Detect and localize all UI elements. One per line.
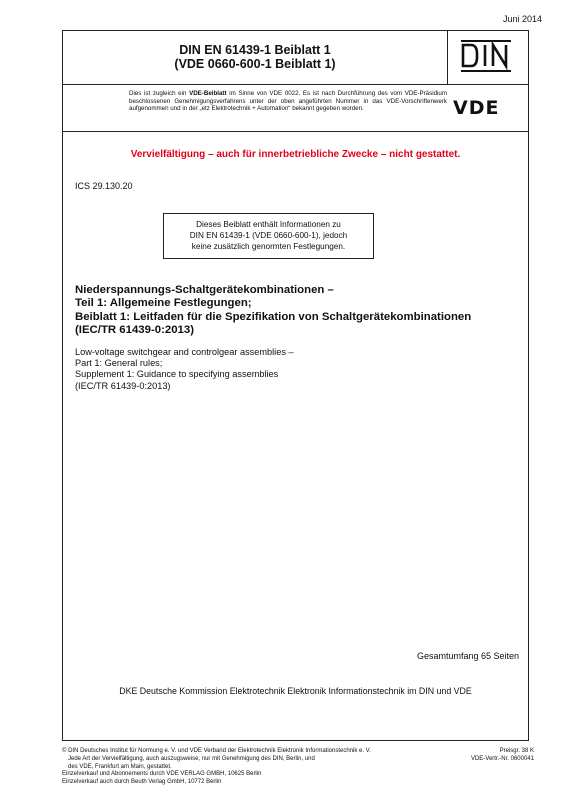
reproduction-notice: Vervielfältigung – auch für innerbetriebliche Zwecke – nicht gestattet. [130,149,461,160]
copyright-line: © DIN Deutsches Institut für Normung e. V. und VDE Verband der Elektrotechnik Elektronik Informationstechnik e. V. [62,748,371,754]
copyright-footer [62,748,392,787]
copyright-line: Einzelverkauf auch durch Beuth Verlag GmbH, 10772 Berlin [62,779,222,786]
header-title-row [63,31,528,85]
vde-notice-text [129,90,447,113]
english-title [75,347,525,392]
english-title-line: Part 1: General rules; [75,358,163,369]
vde-notice-row [63,85,528,132]
din-logo-box [449,31,528,84]
german-title-line: Teil 1: Allgemeine Festlegungen; [75,297,252,310]
english-title-line: Supplement 1: Guidance to specifying assemblies [75,369,279,380]
english-title-line: (IEC/TR 61439-0:2013) [75,380,171,391]
copyright-line: des VDE, Frankfurt am Main, gestattet. [68,763,172,770]
copyright-line: Jede Art der Vervielfältigung, auch auszugsweise, nur mit Genehmigung des DIN, Berlin, und [68,755,315,762]
standard-number: DIN EN 61439-1 Beiblatt 1 [179,43,331,57]
vde-notice-rest: im Sinne von VDE 0022. Es ist nach Durchführung des vom VDE-Präsidium beschlossenen Genehmigungsverfahrens unter der oben angeführten Nummer in das VDE-Vorschriftenwerk aufgenommen und in der „etz Elektrotechnik + Automation“ bekannt gegeben worden. [129,90,447,113]
german-title [75,284,525,338]
info-box-line: keine zusätzlich genormten Festlegungen. [191,242,346,251]
price-footer [471,748,534,764]
din-logo-icon [461,40,511,72]
info-box-line: Dieses Beiblatt enthält Informationen zu [196,220,341,229]
document-frame [62,30,529,741]
german-title-line: Beiblatt 1: Leitfaden für die Spezifikation von Schaltgerätekombinationen [75,310,472,323]
info-box-line: DIN EN 61439-1 (VDE 0660-600-1), jedoch [189,231,348,240]
dke-line: DKE Deutsche Kommission Elektrotechnik Elektronik Informationstechnik im DIN und VDE [119,686,472,696]
ics-code: ICS 29.130.20 [75,181,133,191]
german-title-line: Niederspannungs-Schaltgerätekombinationen – [75,284,334,296]
vde-notice-bold: VDE-Beiblatt [189,90,227,97]
price-group: Preisgr. 38 K [499,748,534,754]
german-title-line: (IEC/TR 61439-0:2013) [75,324,195,337]
vde-logo-icon: VDE [453,97,500,119]
english-title-line: Low-voltage switchgear and controlgear assemblies – [75,347,294,357]
vde-contract-number: VDE-Vertr.-Nr. 0600041 [470,755,534,762]
standard-title-box [63,31,448,84]
vde-notice-prefix: Dies ist zugleich ein [129,90,190,97]
issue-date: Juni 2014 [502,14,542,24]
copyright-line: Einzelverkauf und Abonnements durch VDE VERLAG GMBH, 10625 Berlin [62,771,262,778]
vde-number: (VDE 0660-600-1 Beiblatt 1) [174,57,336,71]
info-box [163,213,374,259]
total-pages: Gesamtumfang 65 Seiten [416,651,519,661]
